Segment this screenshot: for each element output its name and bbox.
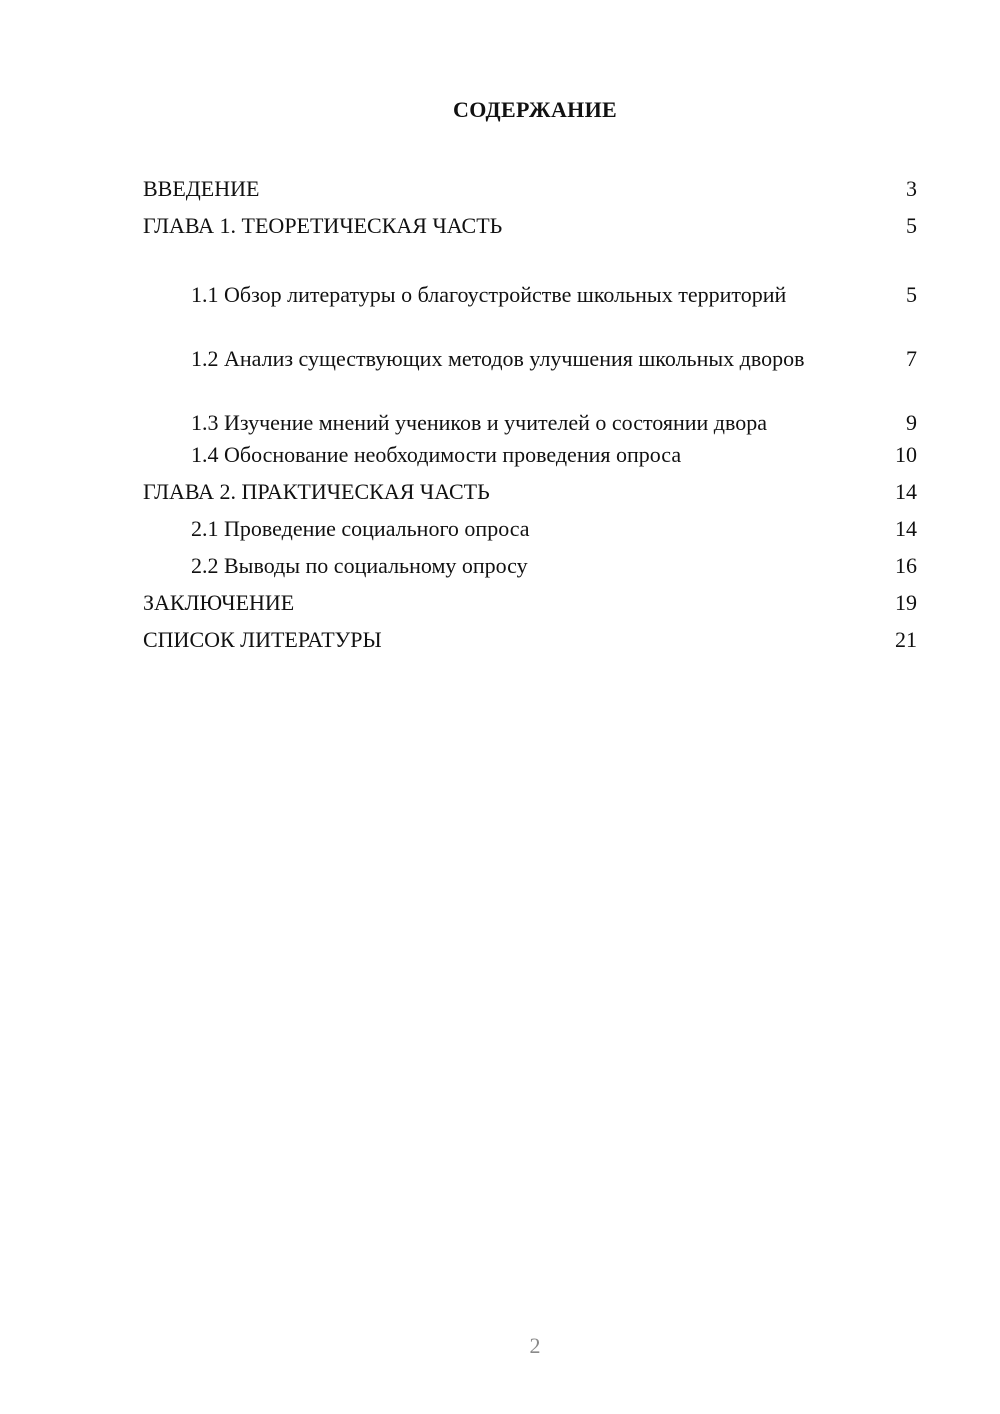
toc-entry-page: 10 xyxy=(895,441,917,467)
toc-entry-text: 1.4 Обоснование необходимости проведения опроса xyxy=(191,441,682,467)
toc-entry-text: 2.2 Выводы по социальному опросу xyxy=(191,552,528,578)
toc-entry-page: 9 xyxy=(906,410,917,435)
toc-entry-section-1-3[interactable] xyxy=(143,372,919,436)
toc-entry-conclusion[interactable] xyxy=(143,584,919,621)
toc-entry-page: 5 xyxy=(906,212,917,238)
toc-entry-text: ЗАКЛЮЧЕНИЕ xyxy=(143,589,295,615)
toc-entry-text: 1.3 Изучение мнений учеников и учителей о состоянии двора xyxy=(191,410,767,435)
toc-entry-text: 1.1 Обзор литературы о благоустройстве школьных территорий xyxy=(191,282,787,307)
toc-entry-page: 14 xyxy=(895,478,917,504)
toc-entry-section-1-4[interactable] xyxy=(143,436,919,473)
toc-entry-chapter-1[interactable] xyxy=(143,207,919,244)
table-of-contents xyxy=(143,170,919,658)
toc-entry-section-1-2[interactable] xyxy=(143,308,919,372)
toc-entry-page: 21 xyxy=(895,626,917,652)
toc-entry-section-2-2[interactable] xyxy=(143,547,919,584)
toc-entry-page: 14 xyxy=(895,515,917,541)
toc-entry-page: 3 xyxy=(906,175,917,201)
toc-entry-page: 16 xyxy=(895,552,917,578)
toc-entry-text: ГЛАВА 1. ТЕОРЕТИЧЕСКАЯ ЧАСТЬ xyxy=(143,212,503,238)
toc-title: СОДЕРЖАНИЕ xyxy=(453,97,617,122)
toc-entry-text: ВВЕДЕНИЕ xyxy=(143,175,260,201)
toc-entry-text: ГЛАВА 2. ПРАКТИЧЕСКАЯ ЧАСТЬ xyxy=(143,478,490,504)
toc-entry-page: 19 xyxy=(895,589,917,615)
toc-entry-chapter-2[interactable] xyxy=(143,473,919,510)
toc-entry-references[interactable] xyxy=(143,621,919,658)
toc-entry-introduction[interactable] xyxy=(143,170,919,207)
toc-entry-text: 2.1 Проведение социального опроса xyxy=(191,515,530,541)
toc-entry-text: СПИСОК ЛИТЕРАТУРЫ xyxy=(143,626,382,652)
toc-entry-section-2-1[interactable] xyxy=(143,510,919,547)
toc-entry-section-1-1[interactable] xyxy=(143,244,919,308)
page-number: 2 xyxy=(529,1333,541,1358)
toc-entry-text: 1.2 Анализ существующих методов улучшения школьных дворов xyxy=(191,346,805,371)
toc-entry-page: 5 xyxy=(906,282,917,307)
toc-entry-page: 7 xyxy=(906,346,917,371)
